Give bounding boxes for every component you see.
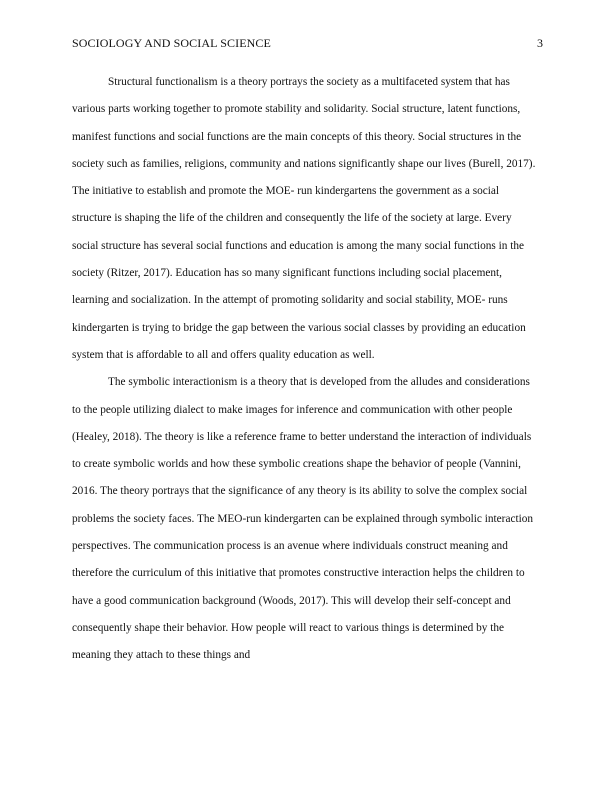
running-head: SOCIOLOGY AND SOCIAL SCIENCE [72,36,271,50]
paragraph-structural-functionalism: Structural functionalism is a theory portrays the society as a multifaceted system that has various parts working together to promote stability and solidarity. Social structure, latent functions, manifest functions and social functions are the main concepts of this theory. Social structures in the society such as families, religions, community and nations significantly shape our lives (Burell, 2017). The initiative to establish and promote the MOE- run kindergartens the government as a social structure is shaping the life of the children and consequently the life of the society at large. Every social structure has several social functions and education is among the many social functions in the society (Ritzer, 2017). Education has so many significant functions including social placement, learning and socialization. In the attempt of promoting solidarity and social stability, MOE- runs kindergarten is trying to bridge the gap between the various social classes by providing an education system that is affordable to all and offers quality education as well. [72,76,536,361]
body-text [72,69,540,670]
page-number: 3 [537,36,543,50]
paragraph-symbolic-interactionism: The symbolic interactionism is a theory that is developed from the alludes and considerations to the people utilizing dialect to make images for inference and communication with other people (Healey, 2018). The theory is like a reference frame to better understand the interaction of individuals to create symbolic worlds and how these symbolic creations shape the behavior of people (Vannini, 2016. The theory portrays that the significance of any theory is its ability to solve the complex social problems the society faces. The MEO-run kindergarten can be explained through symbolic interaction perspectives. The communication process is an avenue where individuals construct meaning and therefore the curriculum of this initiative that promotes constructive interaction helps the children to have a good communication background (Woods, 2017). This will develop their self-concept and consequently shape their behavior. How people will react to various things is determined by the meaning they attach to these things and [72,376,534,662]
